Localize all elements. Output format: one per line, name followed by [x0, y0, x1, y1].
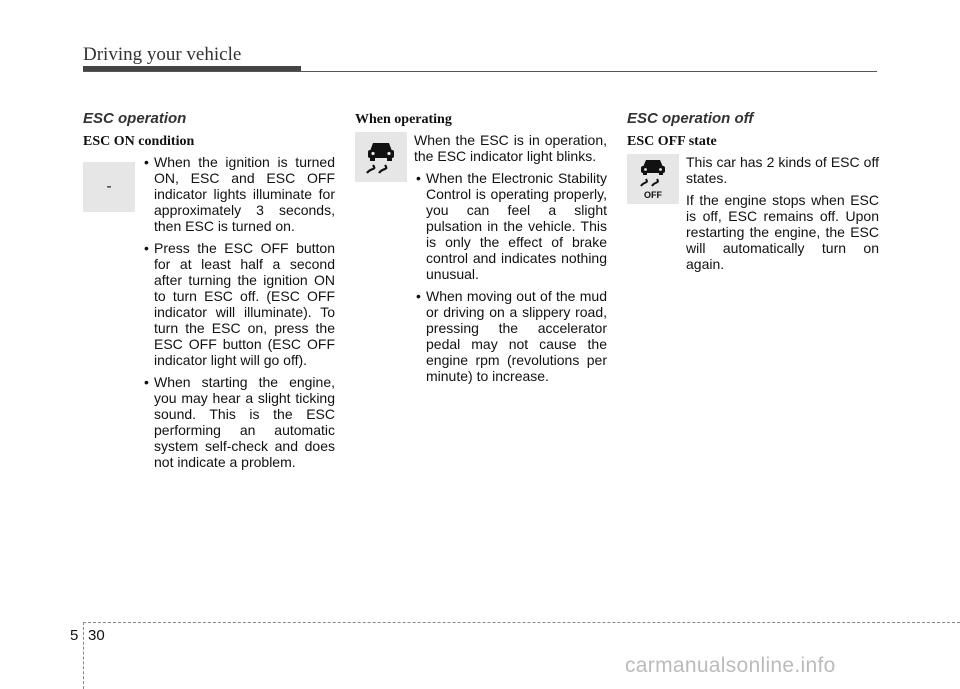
section-title-esc-operation: ESC operation [83, 110, 187, 127]
icon-placeholder [83, 162, 135, 212]
esc-on-text [142, 154, 335, 470]
esc-indicator-icon-svg [361, 137, 401, 177]
list-item: • Press the ESC OFF button for at least half a second after turning the ignition ON to turn ESC off. (ESC OFF indicator will illuminate). To turn the ESC on, press the ESC OFF button (ESC OFF indicator light will go off). [142, 240, 335, 368]
header-rule [83, 71, 877, 72]
chapter-number: 5 [70, 627, 79, 644]
esc-off-icon-text: OFF [644, 190, 662, 200]
footer-rule [83, 622, 960, 623]
esc-off-body [627, 154, 879, 272]
list-item: • When the Electronic Stability Control is operating properly, you can feel a slight pulsation in the vehicle. This is only the effect of brake control and indicates nothing unusual. [414, 170, 607, 282]
column-esc-operation [83, 110, 335, 476]
watermark-text: carmanualsonline.info [625, 654, 836, 677]
column-esc-operation-off [627, 110, 879, 278]
when-operating-text [414, 132, 607, 384]
page-header-title: Driving your vehicle [83, 44, 242, 65]
when-operating-intro: When the ESC is in operation, the ESC indicator light blinks. [414, 132, 607, 164]
subhead-when-operating: When operating [355, 112, 452, 127]
esc-on-body [83, 154, 335, 470]
subhead-esc-on-condition: ESC ON condition [83, 134, 195, 149]
icon-placeholder-dash: - [106, 178, 112, 195]
page-number: 30 [88, 627, 105, 644]
column-when-operating [355, 110, 607, 390]
list-item: • When the ignition is turned ON, ESC and ESC OFF indicator lights illuminate for approximately 3 seconds, then ESC is turned on. [142, 154, 335, 234]
footer-divider [83, 622, 84, 689]
esc-on-bullets [142, 154, 335, 470]
when-operating-body [355, 132, 607, 384]
esc-off-paragraph: This car has 2 kinds of ESC off states. [686, 154, 879, 186]
list-item: • When starting the engine, you may hear a slight ticking sound. This is the ESC performing an automatic system self-check and does not indicate a problem. [142, 374, 335, 470]
esc-off-paragraph: If the engine stops when ESC is off, ESC remains off. Upon restarting the engine, the ESC will automatically turn on again. [686, 192, 879, 272]
esc-off-text [686, 154, 879, 272]
esc-indicator-icon [355, 132, 407, 182]
list-item: • When moving out of the mud or driving on a slippery road, pressing the accelerator pedal may not cause the engine rpm (revolutions per minute) to increase. [414, 288, 607, 384]
esc-off-indicator-icon-svg [633, 157, 673, 201]
when-operating-bullets [414, 170, 607, 384]
esc-off-indicator-icon [627, 154, 679, 204]
subhead-esc-off-state: ESC OFF state [627, 134, 717, 149]
section-title-esc-operation-off: ESC operation off [627, 110, 754, 127]
